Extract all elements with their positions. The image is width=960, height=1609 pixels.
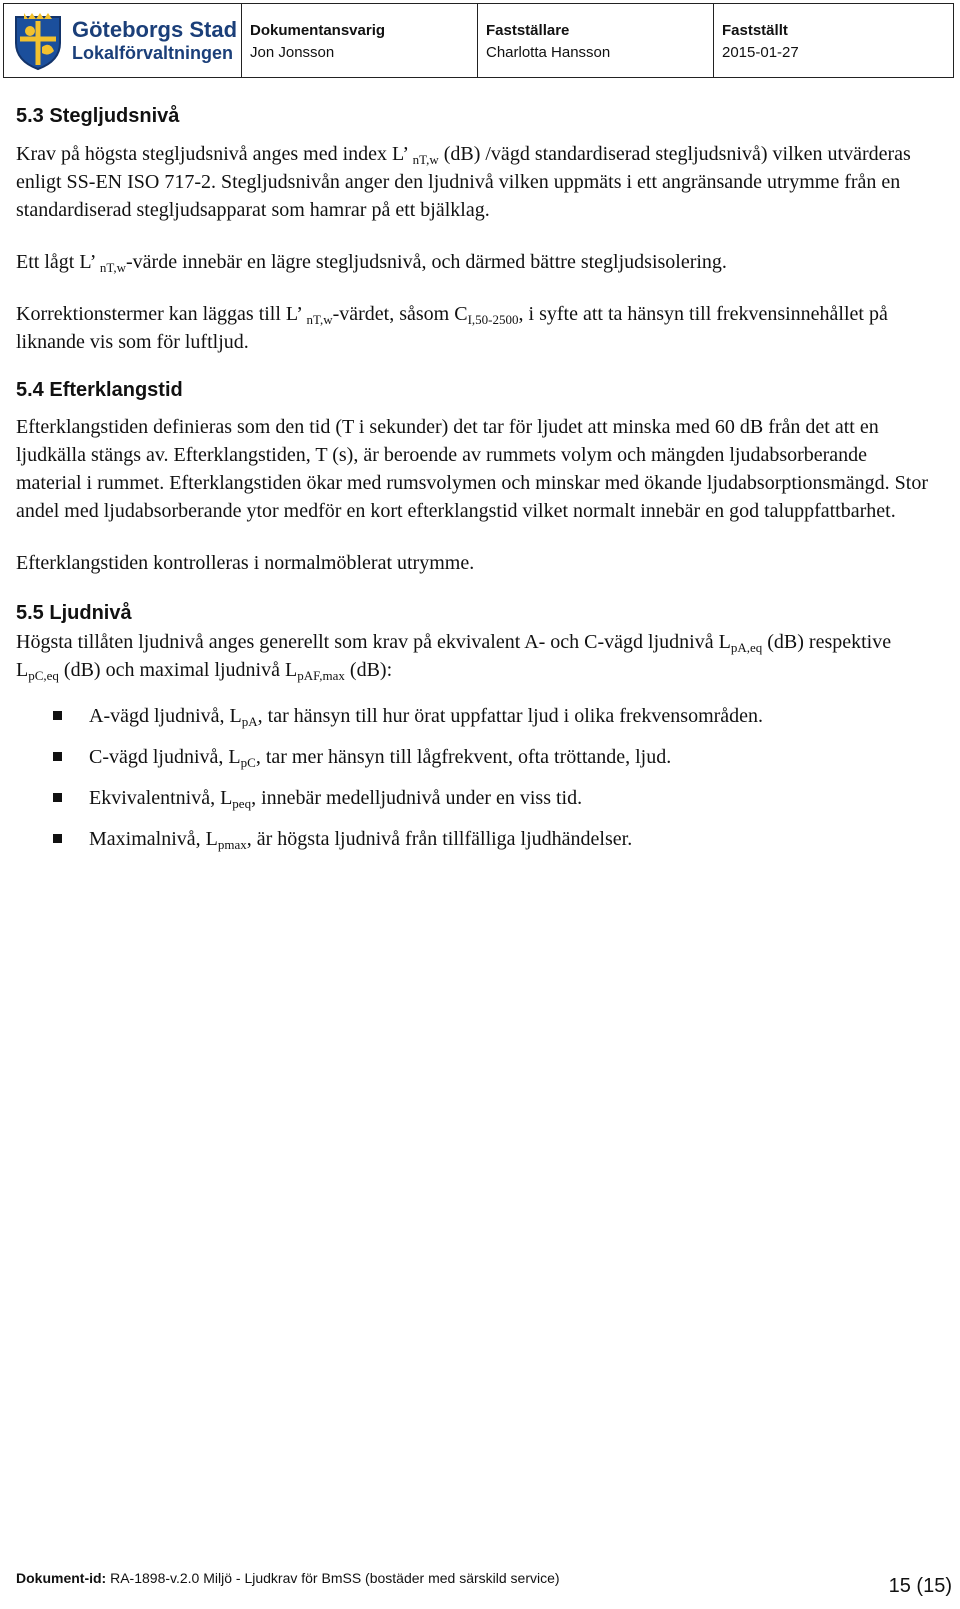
document-id-value: RA-1898-v.2.0 Miljö - Ljudkrav för BmSS (bostäder med särskild service) bbox=[106, 1570, 560, 1586]
page-number: 15 (15) bbox=[888, 1575, 952, 1597]
paragraph: Högsta tillåten ljudnivå anges generellt som krav på ekvivalent A- och C-vägd ljudnivå $L_{pA,eq}$ (dB) respektive $L_{pC,eq}$ (dB) och maximal ljudnivå $L_{pAF,max}$ (dB): bbox=[16, 631, 892, 683]
approved-date-cell bbox=[714, 4, 953, 77]
square-bullet-icon bbox=[53, 752, 62, 761]
document-body bbox=[16, 104, 936, 866]
square-bullet-icon bbox=[53, 793, 62, 802]
paragraph: Krav på högsta stegljudsnivå anges med index L’ $_{nT,w}$ (dB) /vägd standardiserad stegljudsnivå) vilken utvärderas enligt SS-EN ISO 717-2. Stegljudsnivån anger den ljudnivå vilken uppmäts i ett angränsande utrymme från en standardiserad stegljudsapparat som hamrar på ett bjälklag. bbox=[16, 143, 911, 221]
responsible-value: Jon Jonsson bbox=[250, 44, 335, 61]
paragraph: Ett lågt L’ $_{nT,w}$-värde innebär en lägre stegljudsnivå, och därmed bättre stegljudsisolering. bbox=[16, 251, 727, 275]
paragraph: Efterklangstiden definieras som den tid (T i sekunder) det tar för ljudet att minska med 60 dB från det att en ljudkälla stängs av. Efterklangstiden, T (s), är beroende av rummets volym och mängden ljudabsorberande material i rummet. Efterklangstiden ökar med rumsvolymen och minskar med ökande ljudabsorptionsmängd. Stor andel med ljudabsorberande ytor medför en kort efterklangstid vilket normalt innebär en god taluppfattbarhet. bbox=[16, 416, 929, 522]
document-header bbox=[3, 3, 954, 78]
section-heading-5-4: 5.4 Efterklangstid bbox=[16, 379, 183, 401]
city-crest-icon bbox=[12, 11, 64, 71]
logo-title: Göteborgs Stad bbox=[72, 17, 238, 42]
list-item: Maximalnivå, $L_{pmax}$, är högsta ljudnivå från tillfälliga ljudhändelser. bbox=[16, 825, 936, 853]
square-bullet-icon bbox=[53, 711, 62, 720]
approver-cell bbox=[478, 4, 714, 77]
list-item: A-vägd ljudnivå, $L_{pA}$, tar hänsyn till hur örat uppfattar ljud i olika frekvensområden. bbox=[16, 702, 936, 730]
paragraph: Korrektionstermer kan läggas till L’ $_{nT,w}$-värdet, såsom $C_{I,50-2500}$, i syfte att ta hänsyn till frekvensinnehållet på liknande vis som för luftljud. bbox=[16, 303, 888, 353]
logo bbox=[4, 4, 242, 77]
approved-label: Fastställt bbox=[722, 22, 788, 39]
approved-date: 2015-01-27 bbox=[722, 44, 799, 61]
document-id-label: Dokument-id: bbox=[16, 1570, 107, 1586]
section-heading-5-3: 5.3 Stegljudsnivå bbox=[16, 105, 180, 127]
approver-value: Charlotta Hansson bbox=[486, 44, 611, 61]
list-item: C-vägd ljudnivå, $L_{pC}$, tar mer hänsyn till lågfrekvent, ofta tröttande, ljud. bbox=[16, 743, 936, 771]
logo-subtitle: Lokalförvaltningen bbox=[72, 43, 234, 63]
section-heading-5-5: 5.5 Ljudnivå bbox=[16, 602, 132, 624]
responsible-cell bbox=[242, 4, 478, 77]
responsible-label: Dokumentansvarig bbox=[250, 22, 386, 39]
paragraph: Efterklangstiden kontrolleras i normalmöblerat utrymme. bbox=[16, 552, 475, 574]
bullet-list bbox=[16, 702, 936, 853]
document-footer bbox=[16, 1570, 936, 1586]
approver-label: Fastställare bbox=[486, 22, 570, 39]
list-item: Ekvivalentnivå, $L_{peq}$, innebär medelljudnivå under en viss tid. bbox=[16, 784, 936, 812]
square-bullet-icon bbox=[53, 834, 62, 843]
